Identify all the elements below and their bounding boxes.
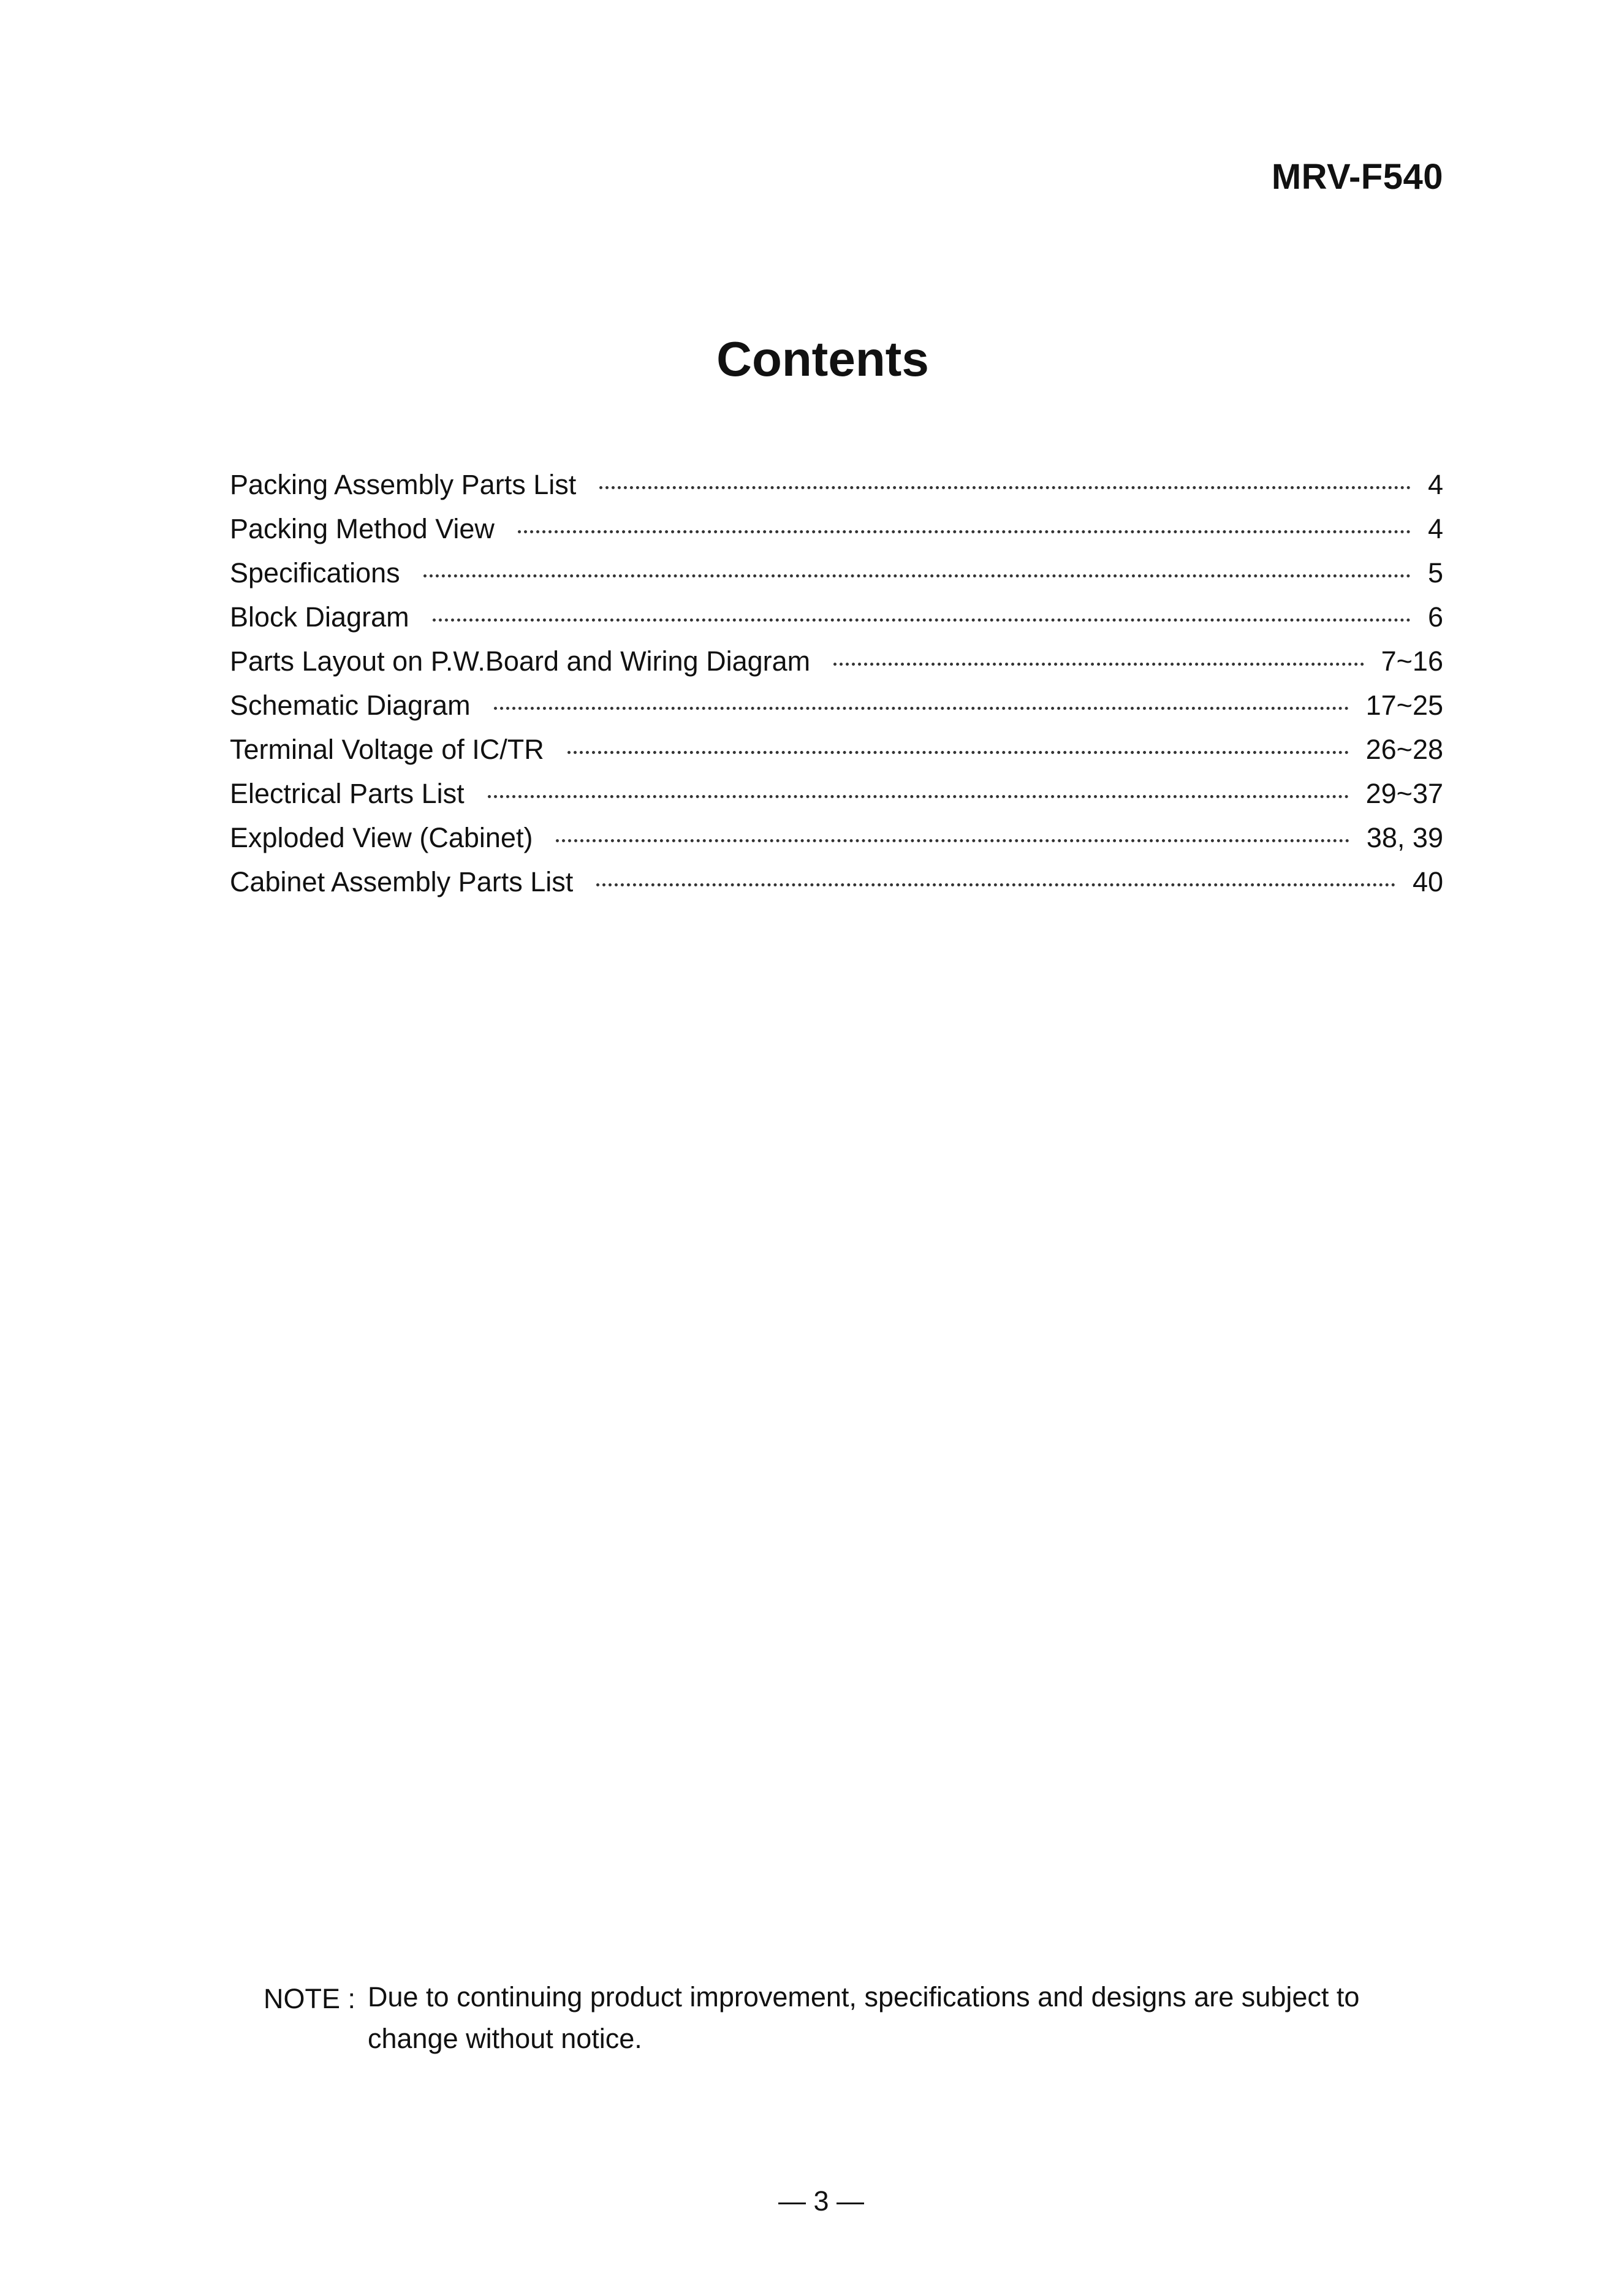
toc-item [230,690,1443,734]
toc-item [230,557,1443,601]
toc-item-label: Packing Method View [230,513,495,544]
toc-item-page: 40 [1412,866,1443,897]
dot-leader [596,883,1395,886]
toc-item-page: 38, 39 [1366,822,1443,853]
toc-item [230,734,1443,778]
dot-leader [833,663,1364,666]
toc-item-label: Schematic Diagram [230,690,471,721]
toc-item-label: Terminal Voltage of IC/TR [230,734,544,765]
dot-leader [423,574,1411,577]
toc-item-label: Packing Assembly Parts List [230,469,577,500]
toc-item-page: 7~16 [1381,645,1443,677]
toc-item [230,469,1443,513]
table-of-contents [230,469,1443,910]
toc-item-label: Block Diagram [230,601,409,633]
toc-item-page: 6 [1427,601,1443,633]
dot-leader [556,839,1349,842]
note-block [264,1983,1367,2060]
toc-item-page: 26~28 [1365,734,1443,765]
toc-item-page: 17~25 [1365,690,1443,721]
toc-item [230,513,1443,557]
dot-leader [599,486,1411,489]
toc-item [230,601,1443,645]
page-number: — 3 — [778,2185,865,2217]
toc-item [230,778,1443,822]
toc-item-label: Cabinet Assembly Parts List [230,866,574,897]
model-number: MRV-F540 [1271,157,1443,197]
page-title: Contents [716,332,929,386]
dot-leader [567,751,1349,754]
toc-item [230,822,1443,866]
dot-leader [433,619,1411,622]
note-text: Due to continuing product improvement, specifications and designs are subject to change without notice. [368,1981,1360,2054]
toc-item-label: Electrical Parts List [230,778,465,809]
dot-leader [518,530,1411,533]
toc-item-page: 5 [1427,557,1443,588]
dot-leader [488,795,1349,798]
toc-item-page: 29~37 [1365,778,1443,809]
toc-item [230,866,1443,910]
toc-item-label: Parts Layout on P.W.Board and Wiring Diagram [230,645,811,677]
toc-item-label: Specifications [230,557,400,588]
note-label: NOTE : [264,1983,356,2014]
dot-leader [494,707,1349,710]
toc-item-label: Exploded View (Cabinet) [230,822,533,853]
toc-item-page: 4 [1427,513,1443,544]
toc-item [230,645,1443,690]
toc-item-page: 4 [1427,469,1443,500]
